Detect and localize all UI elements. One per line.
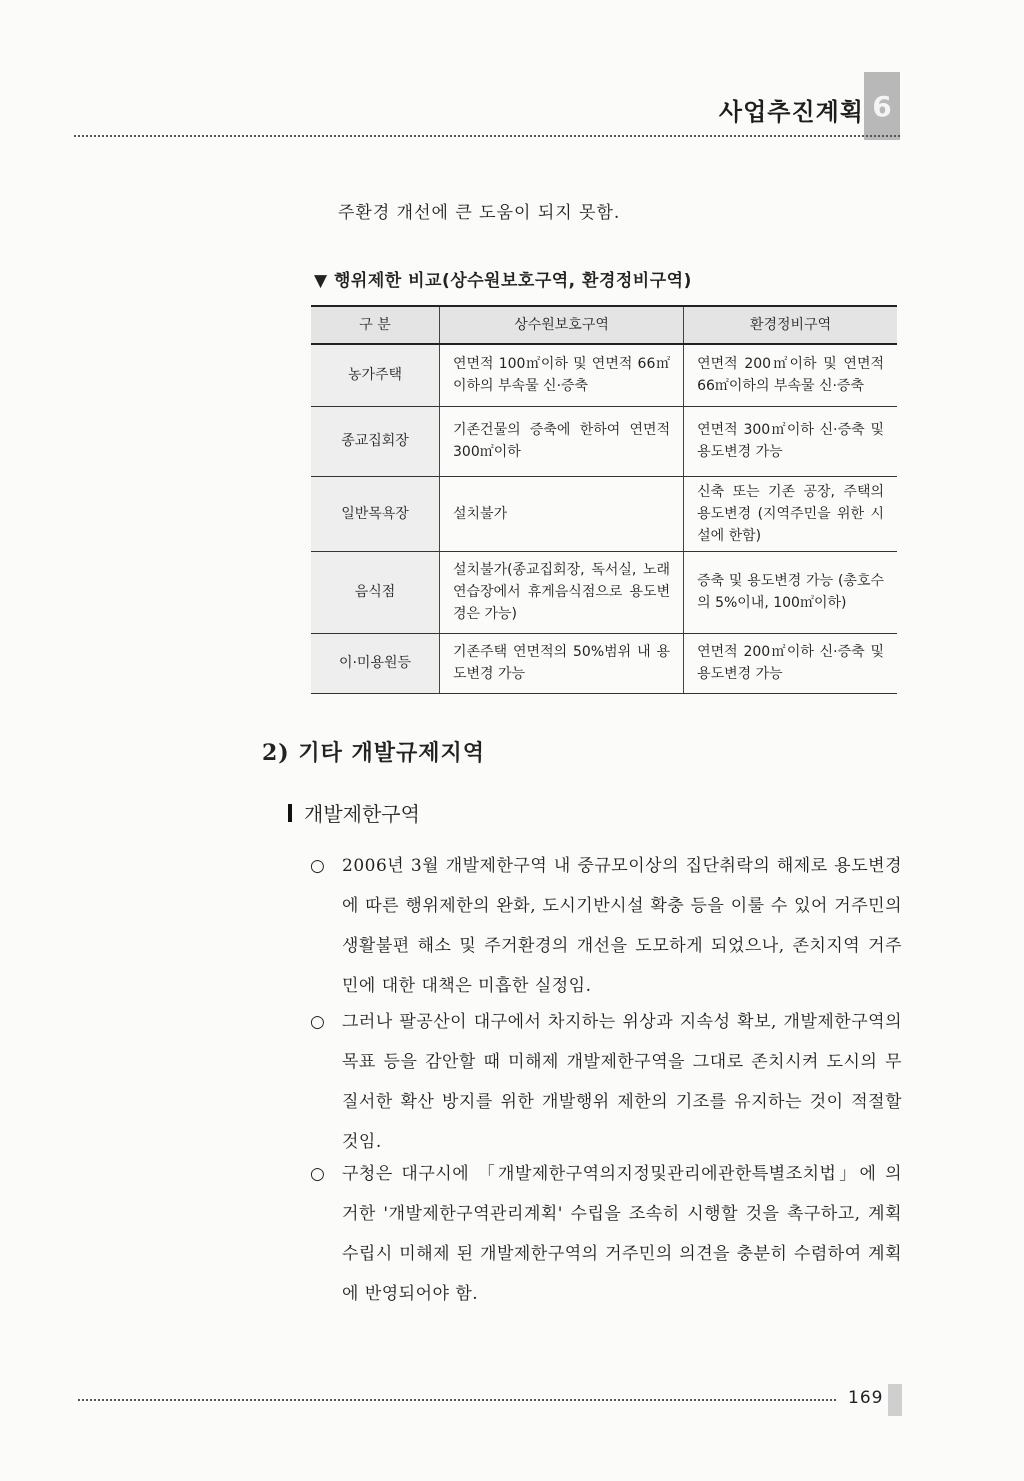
column-header-environment-maintenance: 환경정비구역 — [684, 306, 897, 344]
restriction-comparison-table — [311, 305, 897, 694]
row-category: 종교집회장 — [311, 406, 440, 476]
water-protection-cell: 설치불가(종교집회장, 독서실, 노래연습장에서 휴게음식점으로 용도변경은 가능) — [440, 551, 684, 633]
subsection-marker — [288, 804, 292, 822]
table-row — [311, 476, 897, 551]
environment-maintenance-cell: 연면적 200㎡이하 및 연면적 66㎡이하의 부속물 신·증축 — [684, 344, 897, 406]
water-protection-cell: 설치불가 — [440, 476, 684, 551]
table-row — [311, 344, 897, 406]
subsection-heading — [288, 798, 420, 827]
chapter-title: 사업추진계획 — [718, 98, 864, 126]
environment-maintenance-cell: 연면적 300㎡이하 신·증축 및 용도변경 가능 — [684, 406, 897, 476]
paragraph — [310, 846, 902, 1006]
column-header-water-protection: 상수원보호구역 — [440, 306, 684, 344]
section-title: 2) 기타 개발규제지역 — [262, 740, 486, 766]
environment-maintenance-cell: 증축 및 용도변경 가능 (총호수의 5%이내, 100㎡이하) — [684, 551, 897, 633]
row-category: 이·미용원등 — [311, 633, 440, 693]
table-row — [311, 633, 897, 693]
water-protection-cell: 기존건물의 증축에 한하여 연면적 300㎡이하 — [440, 406, 684, 476]
paragraph-text: 2006년 3월 개발제한구역 내 중규모이상의 집단취락의 해제로 용도변경에 따른 행위제한의 완화, 도시기반시설 확충 등을 이룰 수 있어 거주민의 생활불편 해소 및 주거환경의 개선을 도모하게 되었으나, 존치지역 거주민에 대한 대책은 미흡한 실정임. — [342, 856, 902, 996]
circle-bullet-icon: ○ — [310, 1012, 326, 1032]
paragraph — [310, 1002, 902, 1162]
header-divider — [74, 135, 900, 137]
page-edge-tab — [888, 1384, 902, 1416]
row-category: 농가주택 — [311, 344, 440, 406]
circle-bullet-icon: ○ — [310, 1164, 326, 1184]
water-protection-cell: 기존주택 연면적의 50%범위 내 용도변경 가능 — [440, 633, 684, 693]
table-row — [311, 551, 897, 633]
paragraph-text: 그러나 팔공산이 대구에서 차지하는 위상과 지속성 확보, 개발제한구역의 목표 등을 감안할 때 미해제 개발제한구역을 그대로 존치시켜 도시의 무질서한 확산 방지를 위한 개발행위 제한의 기조를 유지하는 것이 적절할 것임. — [342, 1012, 902, 1152]
environment-maintenance-cell: 신축 또는 기존 공장, 주택의 용도변경 (지역주민을 위한 시설에 한함) — [684, 476, 897, 551]
paragraph-text: 구청은 대구시에 「개발제한구역의지정및관리에관한특별조치법」에 의거한 '개발제한구역관리계획' 수립을 조속히 시행할 것을 촉구하고, 계획수립시 미해제 된 개발제한구역의 거주민의 의견을 충분히 수렴하여 계획에 반영되어야 함. — [342, 1164, 902, 1304]
row-category: 일반목욕장 — [311, 476, 440, 551]
intro-line: 주환경 개선에 큰 도움이 되지 못함. — [338, 203, 621, 223]
footer-divider — [78, 1399, 836, 1401]
chapter-number-tab: 6 — [864, 72, 900, 140]
paragraph — [310, 1154, 902, 1314]
subsection-title: 개발제한구역 — [304, 802, 420, 826]
table-header-row — [311, 306, 897, 344]
table-caption: ▼ 행위제한 비교(상수원보호구역, 환경정비구역) — [314, 271, 692, 291]
row-category: 음식점 — [311, 551, 440, 633]
environment-maintenance-cell: 연면적 200㎡이하 신·증축 및 용도변경 가능 — [684, 633, 897, 693]
page-number: 169 — [848, 1388, 884, 1408]
column-header-category: 구 분 — [311, 306, 440, 344]
circle-bullet-icon: ○ — [310, 856, 326, 876]
water-protection-cell: 연면적 100㎡이하 및 연면적 66㎡이하의 부속물 신·증축 — [440, 344, 684, 406]
table-row — [311, 406, 897, 476]
